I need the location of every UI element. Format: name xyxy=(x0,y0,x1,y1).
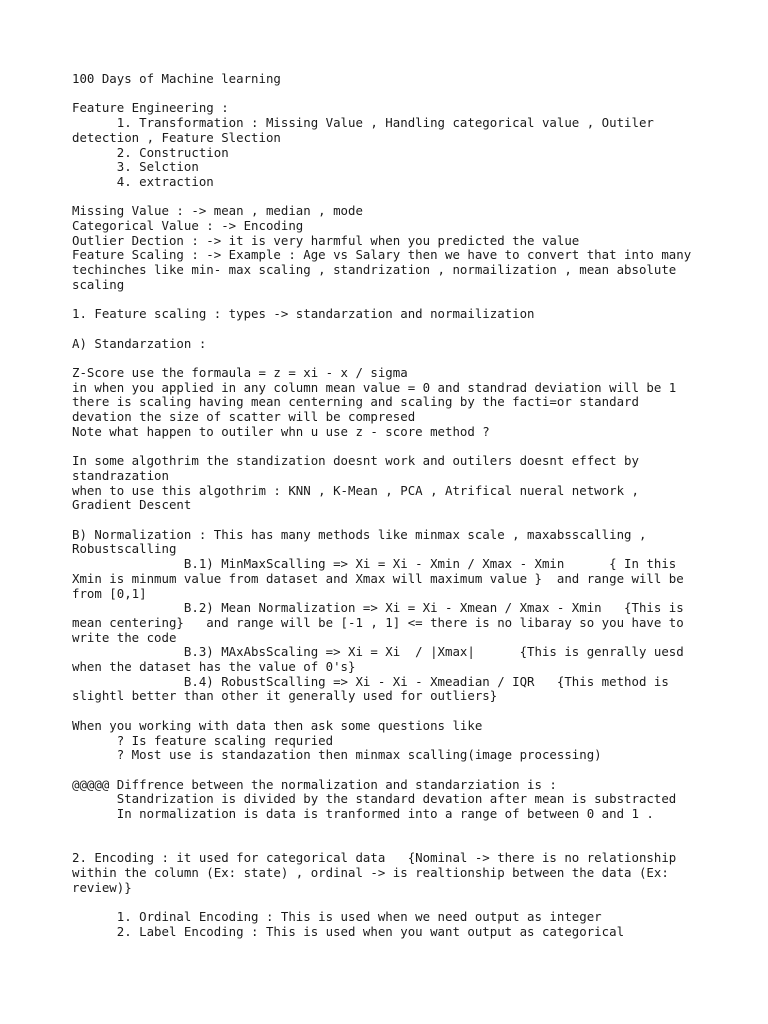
text-line: Robustscalling xyxy=(72,541,177,557)
text-line: @@@@@ Diffrence between the normalization and standarziation is : xyxy=(72,776,557,792)
text-line: Categorical Value : -> Encoding xyxy=(72,218,304,233)
text-line: In normalization is data is tranformed into a range of between 0 and 1 . xyxy=(72,806,654,822)
text-line: Z-Score use the formaula = z = xi - x / sigma xyxy=(72,364,408,380)
text-line: when to use this algothrim : KNN , K-Mean , PCA , Atrifical nueral network , xyxy=(72,482,639,498)
text-line: 1. Ordinal Encoding : This is used when we need output as integer xyxy=(72,908,602,924)
text-line: standrazation xyxy=(72,467,169,483)
blank-line xyxy=(72,763,704,778)
text-line: A) Standarzation : xyxy=(72,335,207,351)
text-line: scaling xyxy=(72,276,125,292)
text-line: write the code xyxy=(72,629,177,645)
text-line: ? Most use is standazation then minmax scalling(image processing) xyxy=(72,747,602,763)
text-line: 2. Encoding : it used for categorical data {Nominal -> there is no relationship xyxy=(72,850,677,866)
text-line: techinches like min- max scaling , standrization , normailization , mean absolute xyxy=(72,262,677,278)
text-line: Feature Scaling : -> Example : Age vs Salary then we have to convert that into many xyxy=(72,247,692,263)
text-line: Feature Engineering : xyxy=(72,100,229,116)
blank-line xyxy=(72,895,704,910)
text-line: 1. Transformation : Missing Value , Handling categorical value , Outiler xyxy=(72,115,654,131)
blank-line xyxy=(72,190,704,205)
text-line: 1. Feature scaling : types -> standarzation and normailization xyxy=(72,306,535,322)
text-line: Missing Value : -> mean , median , mode xyxy=(72,203,363,219)
text-line: Outlier Dection : -> it is very harmful when you predicted the value xyxy=(72,232,580,248)
text-line: Gradient Descent xyxy=(72,497,192,513)
text-line: when the dataset has the value of 0's} xyxy=(72,659,356,675)
document-body xyxy=(72,72,704,939)
text-line: slightl better than other it generally used for outliers} xyxy=(72,688,498,704)
text-line: from [0,1] xyxy=(72,585,147,601)
text-line: B) Normalization : This has many methods like minmax scale , maxabsscalling , xyxy=(72,526,647,542)
blank-line xyxy=(72,440,704,455)
text-line: 2. Label Encoding : This is used when you want output as categorical xyxy=(72,923,625,939)
text-line: Xmin is minmum value from dataset and Xmax will maximum value } and range will be xyxy=(72,570,684,586)
text-line: devation the size of scatter will be compresed xyxy=(72,409,416,425)
text-line: Standrization is divided by the standard devation after mean is substracted xyxy=(72,791,677,807)
text-line: there is scaling having mean centerning and scaling by the facti=or standard xyxy=(72,394,639,410)
text-line: in when you applied in any column mean value = 0 and standrad deviation will be 1 xyxy=(72,379,677,395)
text-line: When you working with data then ask some questions like xyxy=(72,717,483,733)
text-line: B.4) RobustScalling => Xi - Xi - Xmeadian / IQR {This method is xyxy=(72,673,669,689)
text-line: ? Is feature scaling requried xyxy=(72,732,334,748)
blank-line xyxy=(72,322,704,337)
blank-line xyxy=(72,704,704,719)
text-line: B.1) MinMaxScalling => Xi = Xi - Xmin / Xmax - Xmin { In this xyxy=(72,556,677,572)
text-line: B.3) MAxAbsScaling => Xi = Xi / |Xmax| {This is genrally uesd xyxy=(72,644,684,660)
blank-line xyxy=(72,836,704,851)
text-line: 100 Days of Machine learning xyxy=(72,71,281,86)
text-line: within the column (Ex: state) , ordinal -> is realtionship between the data (Ex: xyxy=(72,864,669,880)
text-line: mean centering} and range will be [-1 , 1] <= there is no libaray so you have to xyxy=(72,614,684,630)
text-line: 3. Selction xyxy=(72,159,199,175)
text-line: 4. extraction xyxy=(72,173,214,189)
text-line: B.2) Mean Normalization => Xi = Xi - Xmean / Xmax - Xmin {This is xyxy=(72,600,684,616)
blank-line xyxy=(72,87,704,102)
text-line: detection , Feature Slection xyxy=(72,129,281,145)
blank-line xyxy=(72,293,704,308)
text-line: In some algothrim the standization doesnt work and outilers doesnt effect by xyxy=(72,453,639,469)
text-line: 2. Construction xyxy=(72,144,229,160)
blank-line xyxy=(72,513,704,528)
blank-line xyxy=(72,822,704,837)
blank-line xyxy=(72,351,704,366)
text-line: Note what happen to outiler whn u use z - score method ? xyxy=(72,423,490,439)
text-line: review)} xyxy=(72,879,132,895)
